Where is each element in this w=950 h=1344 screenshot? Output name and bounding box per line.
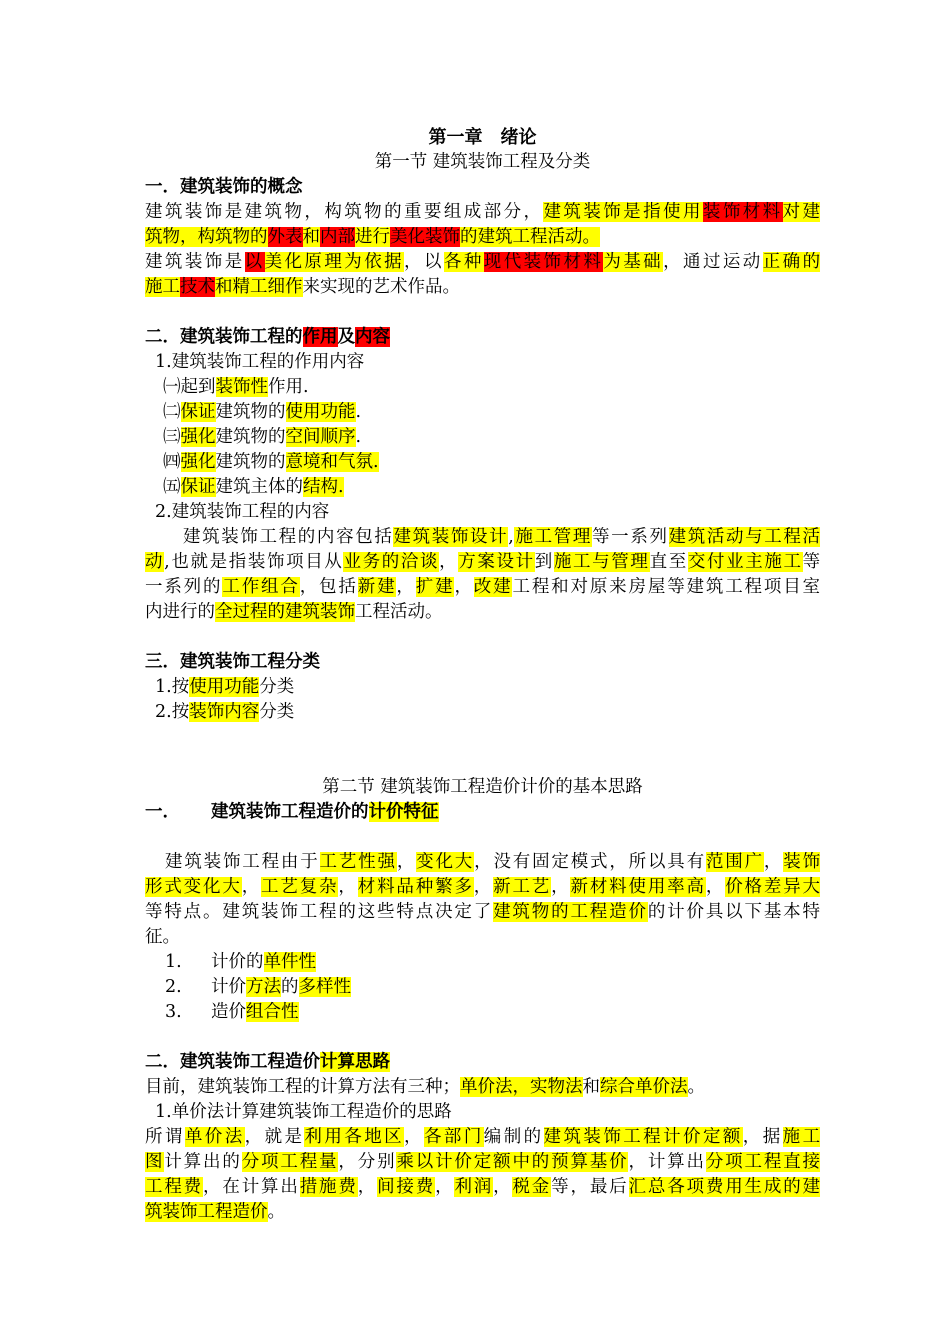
paragraph-line: 图计算出的分项工程量，分别乘以计价定额中的预算基价，计算出分项工程直接	[145, 1152, 820, 1172]
paragraph-line: 筑物，构筑物的外表和内部进行美化装饰的建筑工程活动。	[145, 227, 600, 247]
list-item: 1.按使用功能分类	[155, 677, 295, 697]
heading-calc-approach: 二．建筑装饰工程造价计算思路	[145, 1052, 390, 1072]
paragraph-line: 筑装饰工程造价。	[145, 1202, 285, 1222]
list-item: ㈡保证建筑物的使用功能.	[163, 402, 362, 422]
list-item: 2.按装饰内容分类	[155, 702, 295, 722]
paragraph-line: 动,也就是指装饰项目从业务的洽谈，方案设计到施工与管理直至交付业主施工等	[145, 552, 820, 572]
heading-role-content: 二．建筑装饰工程的作用及内容	[145, 327, 390, 347]
section-title: 第一节 建筑装饰工程及分类	[374, 152, 591, 172]
section-title: 第二节 建筑装饰工程造价计价的基本思路	[322, 777, 643, 797]
heading-concept: 一．建筑装饰的概念	[145, 177, 303, 197]
paragraph-line: 建筑装饰工程的内容包括建筑装饰设计,施工管理等一系列建筑活动与工程活	[183, 527, 820, 547]
heading-classification: 三．建筑装饰工程分类	[145, 652, 320, 672]
numbered-item: 1. 计价的单件性	[165, 952, 316, 972]
paragraph-line: 目前，建筑装饰工程的计算方法有三种；单价法，实物法和综合单价法。	[145, 1077, 705, 1097]
list-item: ㈣强化建筑物的意境和气氛.	[163, 452, 379, 472]
paragraph-line: 一系列的工作组合，包括新建，扩建，改建工程和对原来房屋等建筑工程项目室	[145, 577, 820, 597]
numbered-item: 3. 造价组合性	[165, 1002, 299, 1022]
paragraph-line: 征。	[145, 927, 180, 947]
paragraph-line: 建筑装饰工程由于工艺性强，变化大，没有固定模式，所以具有范围广，装饰	[165, 852, 820, 872]
paragraph-line: 建筑装饰是建筑物，构筑物的重要组成部分，建筑装饰是指使用装饰材料对建	[145, 202, 820, 222]
heading-pricing-features: 一． 建筑装饰工程造价的计价特征	[145, 802, 439, 822]
paragraph-line: 形式变化大，工艺复杂，材料品种繁多，新工艺，新材料使用率高，价格差异大	[145, 877, 820, 897]
paragraph-line: 等特点。建筑装饰工程的这些特点决定了建筑物的工程造价的计价具以下基本特	[145, 902, 820, 922]
list-item: ㈤保证建筑主体的结构.	[163, 477, 344, 497]
paragraph-line: 建筑装饰是以美化原理为依据，以各种现代装饰材料为基础，通过运动正确的	[145, 252, 820, 272]
paragraph-line: 所谓单价法，就是利用各地区，各部门编制的建筑装饰工程计价定额，据施工	[145, 1127, 820, 1147]
document-body	[145, 125, 820, 1225]
subheading: 2.建筑装饰工程的内容	[155, 502, 330, 522]
list-item: ㈢强化建筑物的空间顺序.	[163, 427, 362, 447]
subheading: 1.建筑装饰工程的作用内容	[155, 352, 365, 372]
chapter-title: 第一章 绪论	[428, 127, 537, 148]
paragraph-line: 工程费，在计算出措施费，间接费，利润，税金等，最后汇总各项费用生成的建	[145, 1177, 820, 1197]
numbered-item: 2. 计价方法的多样性	[165, 977, 351, 997]
list-item: ㈠起到装饰性作用.	[163, 377, 309, 397]
paragraph-line: 内进行的全过程的建筑装饰工程活动。	[145, 602, 443, 622]
subheading: 1.单价法计算建筑装饰工程造价的思路	[155, 1102, 452, 1122]
paragraph-line: 施工技术和精工细作来实现的艺术作品。	[145, 277, 460, 297]
